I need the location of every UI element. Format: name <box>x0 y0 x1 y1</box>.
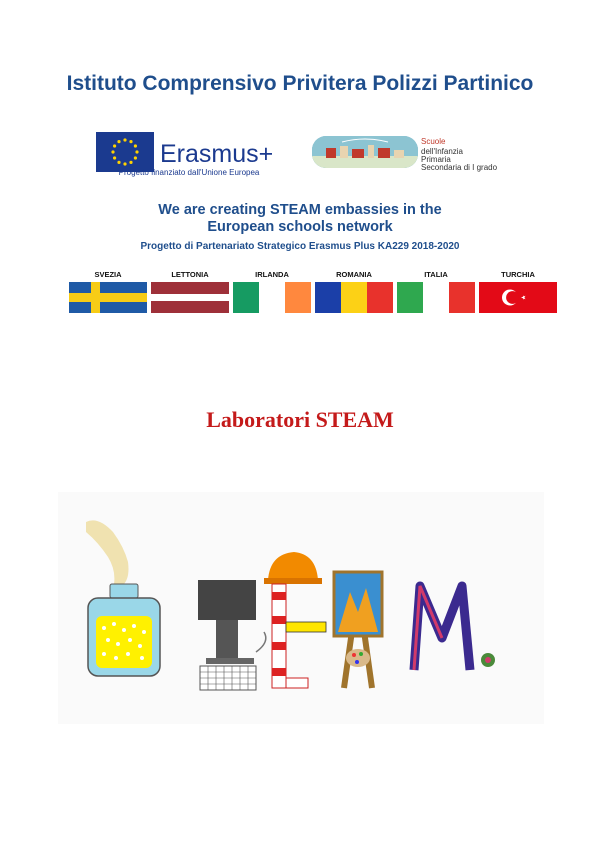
turkey-flag <box>479 282 557 313</box>
school-level: Primaria <box>421 155 451 164</box>
country-label: ROMANIA <box>336 270 372 279</box>
romania-flag <box>315 282 393 313</box>
italy-flag <box>397 282 475 313</box>
project-subtitle: Progetto di Partenariato Strategico Erasmus Plus KA229 2018-2020 <box>140 241 460 252</box>
eu-funding-caption: Progetto finanziato dall'Unione Europea <box>118 168 260 177</box>
schools-label: Scuole <box>421 137 446 146</box>
country-label: LETTONIA <box>171 270 209 279</box>
project-headline <box>0 202 600 236</box>
page-title: Istituto Comprensivo Privitera Polizzi Partinico <box>66 72 534 95</box>
erasmus-plus-logo: Erasmus+ <box>160 140 274 168</box>
country-label: IRLANDA <box>255 270 289 279</box>
country-label: ITALIA <box>424 270 448 279</box>
headline-line: European schools network <box>207 219 393 235</box>
eu-flag-logo <box>96 132 154 172</box>
school-level: Secondaria di I grado <box>421 163 498 172</box>
country-label: TURCHIA <box>501 270 535 279</box>
lab-title: Laboratori STEAM <box>206 407 394 432</box>
ireland-flag <box>233 282 311 313</box>
country-label: SVEZIA <box>94 270 122 279</box>
headline-line: We are creating STEAM embassies in the <box>158 202 442 218</box>
latvia-flag <box>151 282 229 313</box>
school-logo-image <box>312 136 418 168</box>
school-level: dell'Infanzia <box>421 147 463 156</box>
sweden-flag <box>69 282 147 313</box>
steam-illustration <box>58 492 544 724</box>
